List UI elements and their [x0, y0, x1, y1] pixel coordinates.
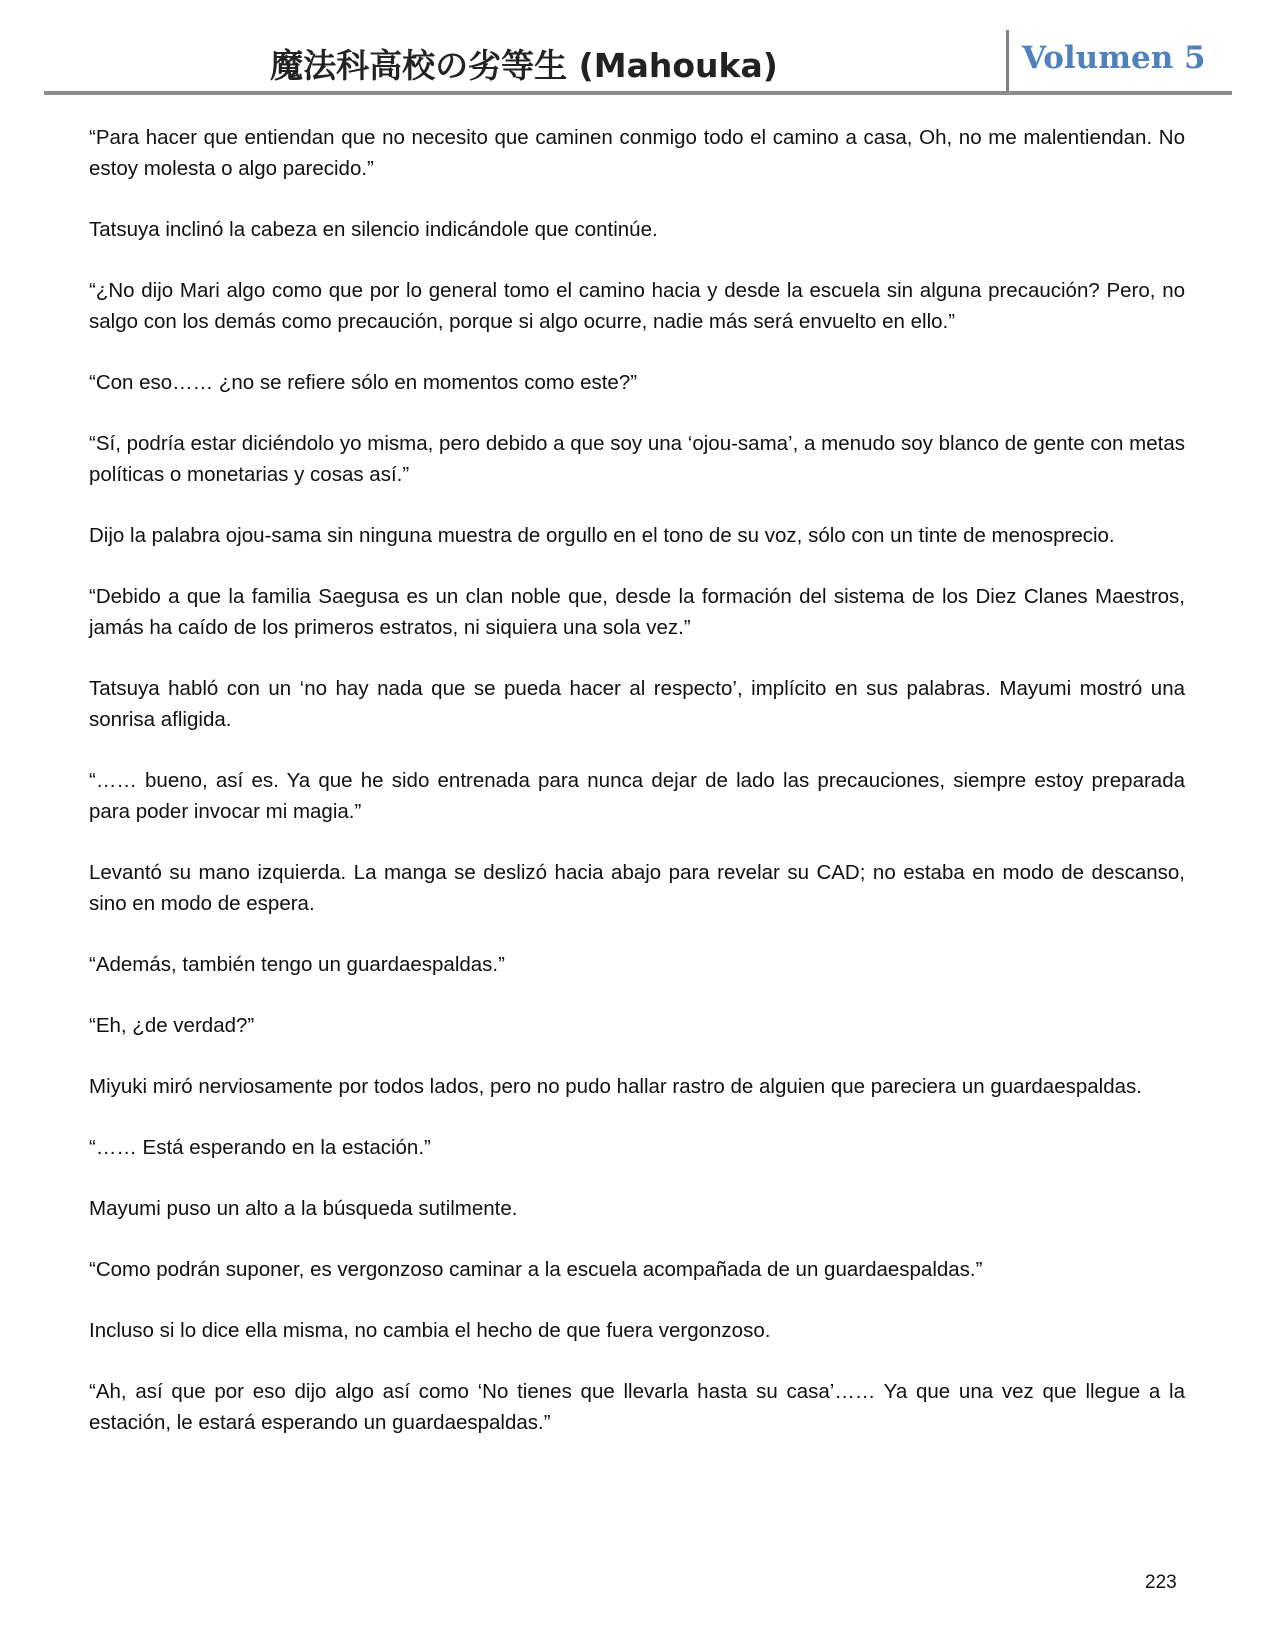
- paragraph: Levantó su mano izquierda. La manga se deslizó hacia abajo para revelar su CAD; no estaba en modo de descanso, sino en modo de espera.: [89, 861, 1185, 915]
- paragraph: “Debido a que la familia Saegusa es un clan noble que, desde la formación del sistema de los Diez Clanes Maestros, jamás ha caído de los primeros estratos, ni siquiera una sola vez.”: [89, 585, 1185, 639]
- paragraph: “Además, también tengo un guardaespaldas.”: [89, 953, 505, 976]
- page-number: 223: [1145, 1572, 1177, 1593]
- paragraph: “Con eso…… ¿no se refiere sólo en momentos como este?”: [89, 371, 638, 394]
- paragraph: “¿No dijo Mari algo como que por lo general tomo el camino hacia y desde la escuela sin alguna precaución? Pero, no salgo con los demás como precaución, porque si algo ocurre, nadie más será envuelto en ello.”: [89, 279, 1185, 333]
- paragraph: Tatsuya habló con un ‘no hay nada que se pueda hacer al respecto’, implícito en sus palabras. Mayumi mostró una sonrisa afligida.: [89, 677, 1185, 731]
- paragraph: “Eh, ¿de verdad?”: [89, 1014, 255, 1037]
- book-title: 魔法科高校の劣等生 (Mahouka): [270, 46, 778, 85]
- paragraph: “…… bueno, así es. Ya que he sido entrenada para nunca dejar de lado las precauciones, siempre estoy preparada para poder invocar mi magia.”: [89, 769, 1185, 823]
- paragraph: “Sí, podría estar diciéndolo yo misma, pero debido a que soy una ‘ojou-sama’, a menudo soy blanco de gente con metas políticas o monetarias y cosas así.”: [89, 432, 1185, 486]
- paragraph: Miyuki miró nerviosamente por todos lados, pero no pudo hallar rastro de alguien que pareciera un guardaespaldas.: [89, 1075, 1142, 1098]
- paragraph: Mayumi puso un alto a la búsqueda sutilmente.: [89, 1197, 518, 1220]
- paragraph: “Ah, así que por eso dijo algo así como ‘No tienes que llevarla hasta su casa’…… Ya que una vez que llegue a la estación, le estará esperando un guardaespaldas.”: [89, 1380, 1185, 1434]
- paragraph: “…… Está esperando en la estación.”: [89, 1136, 431, 1159]
- header-rule: [44, 91, 1232, 95]
- paragraph: Dijo la palabra ojou-sama sin ninguna muestra de orgullo en el tono de su voz, sólo con un tinte de menosprecio.: [89, 524, 1115, 547]
- page-header: [44, 26, 1232, 94]
- paragraph: Tatsuya inclinó la cabeza en silencio indicándole que continúe.: [89, 218, 658, 241]
- paragraph: “Como podrán suponer, es vergonzoso caminar a la escuela acompañada de un guardaespaldas.”: [89, 1258, 983, 1281]
- paragraph: “Para hacer que entiendan que no necesito que caminen conmigo todo el camino a casa, Oh, no me malentiendan. No estoy molesta o algo parecido.”: [89, 126, 1185, 180]
- header-divider: [1006, 30, 1009, 92]
- page-body: [89, 122, 1185, 1468]
- volume-label: Volumen 5: [1022, 40, 1206, 76]
- paragraph: Incluso si lo dice ella misma, no cambia el hecho de que fuera vergonzoso.: [89, 1319, 771, 1342]
